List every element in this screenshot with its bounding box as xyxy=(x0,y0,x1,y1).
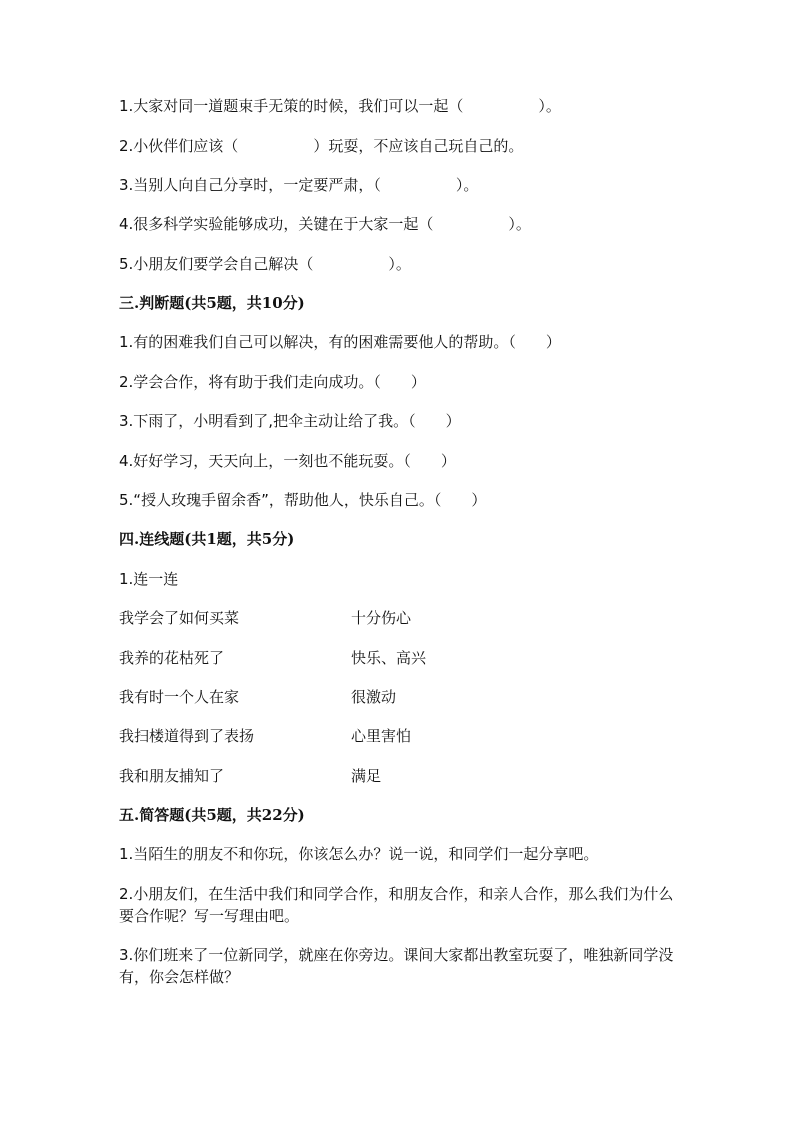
short-answer-item-2: 2.小朋友们，在生活中我们和同学合作，和朋友合作，和亲人合作，那么我们为什么要合作呢？写一写理由吧。 xyxy=(119,885,674,925)
fill-blank-item-3: 3.当别人向自己分享时，一定要严肃，（ ）。 xyxy=(119,176,479,194)
judge-item-5: 5.“授人玫瑰手留余香”，帮助他人，快乐自己。（ ） xyxy=(119,491,487,509)
match-right-2: 快乐、高兴 xyxy=(351,649,427,667)
judge-item-2: 2.学会合作，将有助于我们走向成功。（ ） xyxy=(119,373,426,391)
short-answer-item-3: 3.你们班来了一位新同学，就座在你旁边。课间大家都出教室玩耍了，唯独新同学没有，你会怎样做？ xyxy=(119,946,674,986)
match-left-2: 我养的花枯死了 xyxy=(119,649,225,667)
section-3-heading: 三.判断题(共5题，共10分) xyxy=(119,294,305,312)
matching-question: 1.连一连 xyxy=(119,570,179,588)
fill-blank-item-5: 5.小朋友们要学会自己解决（ ）。 xyxy=(119,255,411,273)
fill-blank-item-4: 4.很多科学实验能够成功，关键在于大家一起（ ）。 xyxy=(119,215,531,233)
match-left-1: 我学会了如何买菜 xyxy=(119,609,240,627)
fill-blank-item-1: 1.大家对同一道题束手无策的时候，我们可以一起（ ）。 xyxy=(119,97,561,115)
match-left-5: 我和朋友捕知了 xyxy=(119,767,225,785)
match-left-3: 我有时一个人在家 xyxy=(119,688,240,706)
short-answer-item-1: 1.当陌生的朋友不和你玩，你该怎么办？说一说，和同学们一起分享吧。 xyxy=(119,845,599,863)
fill-blank-item-2: 2.小伙伴们应该（ ）玩耍，不应该自己玩自己的。 xyxy=(119,137,524,155)
match-right-5: 满足 xyxy=(351,767,382,785)
match-right-1: 十分伤心 xyxy=(351,609,412,627)
judge-item-4: 4.好好学习，天天向上，一刻也不能玩耍。（ ） xyxy=(119,452,456,470)
judge-item-1: 1.有的困难我们自己可以解决，有的困难需要他人的帮助。（ ） xyxy=(119,333,561,351)
match-right-4: 心里害怕 xyxy=(351,727,412,745)
match-left-4: 我扫楼道得到了表扬 xyxy=(119,727,255,745)
section-5-heading: 五.简答题(共5题，共22分) xyxy=(119,806,305,824)
match-right-3: 很激动 xyxy=(351,688,397,706)
section-4-heading: 四.连线题(共1题，共5分) xyxy=(119,530,295,548)
judge-item-3: 3.下雨了，小明看到了,把伞主动让给了我。（ ） xyxy=(119,412,461,430)
